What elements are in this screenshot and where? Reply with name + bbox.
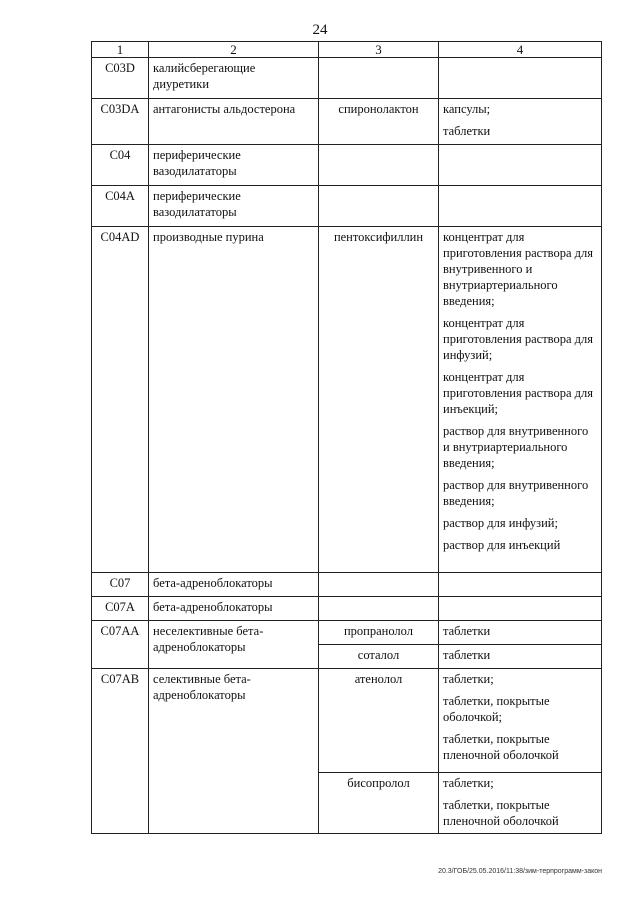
group-name: антагонисты альдостерона xyxy=(149,99,319,145)
dosage-forms xyxy=(439,573,602,597)
dosage-forms xyxy=(439,145,602,186)
table-row xyxy=(92,99,602,145)
dosage-form: таблетки xyxy=(443,124,491,138)
header-col-4: 4 xyxy=(439,42,602,58)
table-row xyxy=(92,58,602,99)
dosage-form: концентрат для приготовления раствора для инъекций; xyxy=(443,370,593,416)
dosage-form: таблетки; xyxy=(443,672,494,686)
dosage-forms xyxy=(439,773,602,834)
table-row xyxy=(92,621,602,645)
atc-code: C03DA xyxy=(92,99,149,145)
dosage-form: раствор для внутривенного и внутриартериального введения; xyxy=(443,424,589,470)
inn-name xyxy=(319,58,439,99)
dosage-form: концентрат для приготовления раствора для инфузий; xyxy=(443,316,593,362)
dosage-forms xyxy=(439,227,602,573)
dosage-forms xyxy=(439,669,602,773)
header-col-1: 1 xyxy=(92,42,149,58)
footer-stamp: 20.3/ГОБ/25.05.2016/11:38/зим-терпрограмм-закон xyxy=(438,868,602,875)
dosage-forms xyxy=(439,621,602,645)
dosage-form: раствор для инъекций xyxy=(443,538,561,552)
atc-code: C07AA xyxy=(92,621,149,669)
table-row xyxy=(92,186,602,227)
inn-name xyxy=(319,597,439,621)
inn-name: пропранолол xyxy=(319,621,439,645)
dosage-form: раствор для инфузий; xyxy=(443,516,558,530)
group-name: бета-адреноблокаторы xyxy=(149,597,319,621)
inn-name: атенолол xyxy=(319,669,439,773)
dosage-form: таблетки, покрытые пленочной оболочкой xyxy=(443,798,559,828)
atc-code: C04 xyxy=(92,145,149,186)
dosage-forms xyxy=(439,597,602,621)
dosage-forms xyxy=(439,186,602,227)
group-name: селективные бета-адреноблокаторы xyxy=(149,669,319,834)
group-name: калийсберегающие диуретики xyxy=(149,58,319,99)
atc-code: C04A xyxy=(92,186,149,227)
dosage-forms xyxy=(439,58,602,99)
drug-table xyxy=(91,41,602,834)
group-name: периферические вазодилататоры xyxy=(149,145,319,186)
inn-name xyxy=(319,186,439,227)
dosage-forms xyxy=(439,99,602,145)
dosage-form: таблетки, покрытые пленочной оболочкой xyxy=(443,732,559,762)
inn-name: пентоксифиллин xyxy=(319,227,439,573)
atc-code: C07 xyxy=(92,573,149,597)
dosage-form: капсулы; xyxy=(443,102,491,116)
inn-name: соталол xyxy=(319,645,439,669)
page-number: 24 xyxy=(312,22,328,38)
group-name: неселективные бета-адреноблокаторы xyxy=(149,621,319,669)
group-name: периферические вазодилататоры xyxy=(149,186,319,227)
table-row xyxy=(92,597,602,621)
dosage-form: раствор для внутривенного введения; xyxy=(443,478,589,508)
dosage-form: концентрат для приготовления раствора для внутривенного и внутриартериального введения; xyxy=(443,230,593,308)
dosage-form: таблетки, покрытые оболочкой; xyxy=(443,694,550,724)
atc-code: C07AB xyxy=(92,669,149,834)
inn-name xyxy=(319,145,439,186)
inn-name xyxy=(319,573,439,597)
inn-name: бисопролол xyxy=(319,773,439,834)
table-row xyxy=(92,669,602,773)
table-row xyxy=(92,145,602,186)
dosage-form: таблетки xyxy=(443,624,491,638)
dosage-form: таблетки; xyxy=(443,776,494,790)
table-row xyxy=(92,573,602,597)
atc-code: C03D xyxy=(92,58,149,99)
group-name: производные пурина xyxy=(149,227,319,573)
inn-name: спиронолактон xyxy=(319,99,439,145)
header-col-2: 2 xyxy=(149,42,319,58)
table-header-row xyxy=(92,42,602,58)
table-row xyxy=(92,227,602,573)
group-name: бета-адреноблокаторы xyxy=(149,573,319,597)
atc-code: C04AD xyxy=(92,227,149,573)
atc-code: C07A xyxy=(92,597,149,621)
dosage-form: таблетки xyxy=(443,648,491,662)
dosage-forms xyxy=(439,645,602,669)
header-col-3: 3 xyxy=(319,42,439,58)
